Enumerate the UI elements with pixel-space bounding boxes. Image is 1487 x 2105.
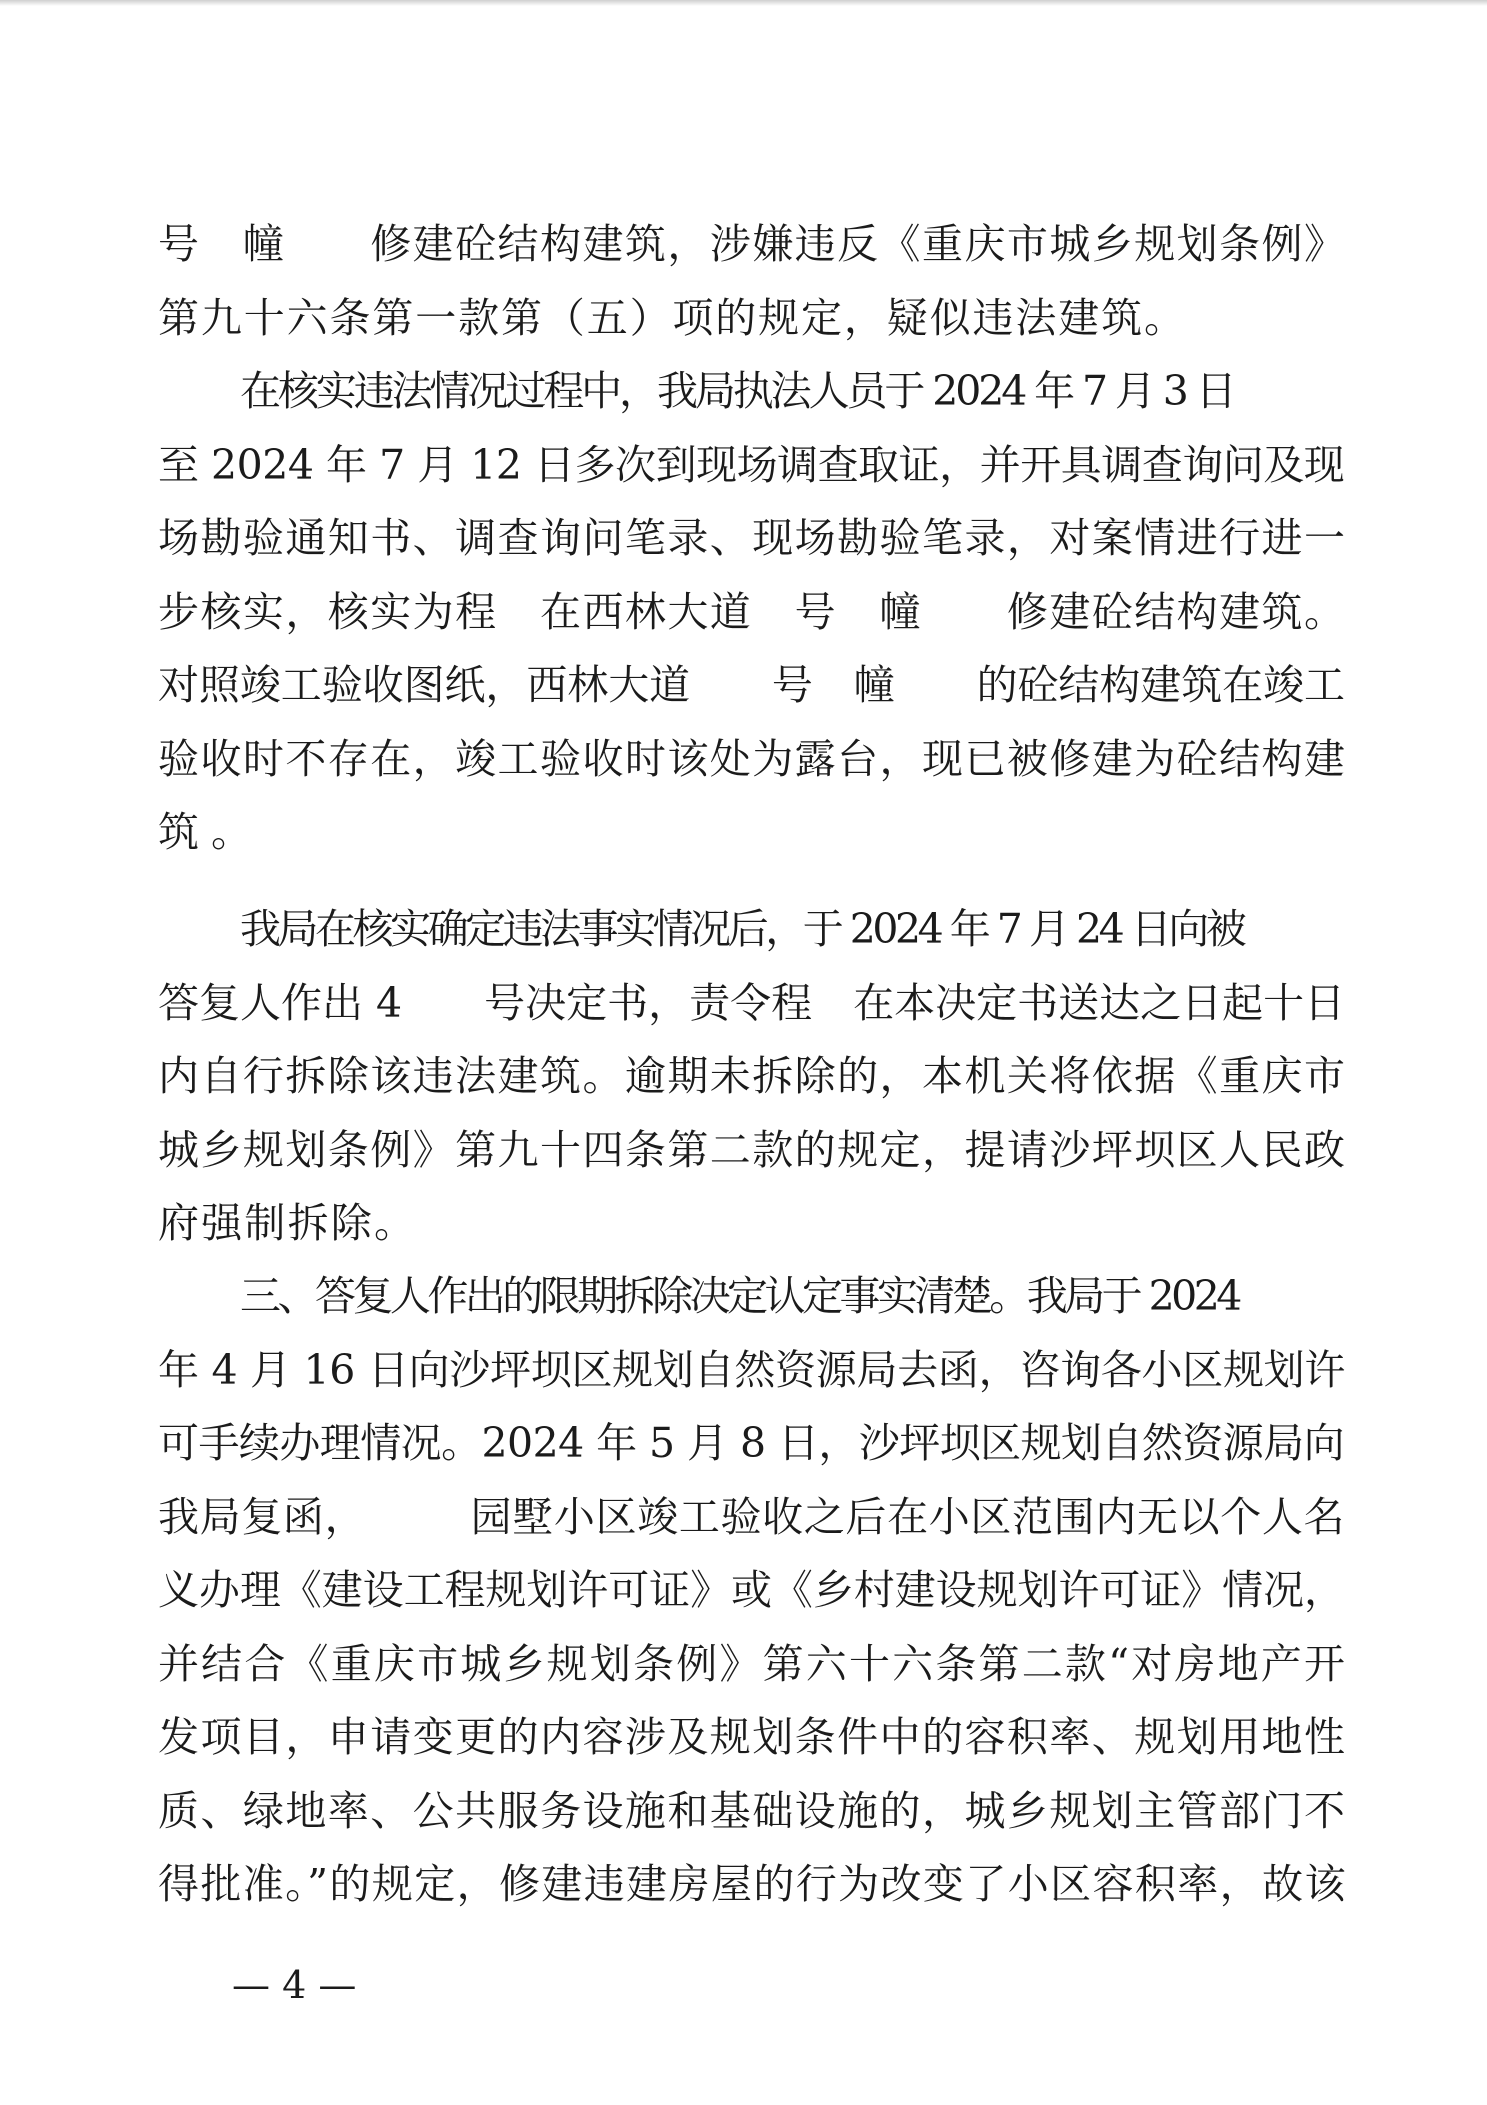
text-line: 步核实，核实为程 在西林大道 号 幢 修建砼结构建筑。 bbox=[158, 588, 1347, 636]
scan-top-edge bbox=[0, 0, 1487, 6]
text-line: 可手续办理情况。2024 年 5 月 8 日，沙坪坝区规划自然资源局向 bbox=[158, 1419, 1345, 1467]
text-line: 对照竣工验收图纸，西林大道 号 幢 的砼结构建筑在竣工 bbox=[158, 661, 1345, 709]
text-line: 场勘验通知书、调查询问笔录、现场勘验笔录，对案情进行进一 bbox=[158, 514, 1347, 562]
text-line: 我局复函， 园墅小区竣工验收之后在小区范围内无以个人名 bbox=[158, 1493, 1346, 1541]
text-line: 我局在核实确定违法事实情况后，于 2024 年 7 月 24 日向被 bbox=[240, 905, 1244, 953]
text-line: 府强制拆除。 bbox=[158, 1199, 418, 1247]
text-line: 义办理《建设工程规划许可证》或《乡村建设规划许可证》情况， bbox=[158, 1566, 1345, 1614]
page-number: — 4 — bbox=[232, 1963, 357, 2007]
text-line: 内自行拆除该违法建筑。逾期未拆除的，本机关将依据《重庆市 bbox=[158, 1052, 1347, 1100]
text-line: 三、答复人作出的限期拆除决定认定事实清楚。我局于 2024 bbox=[240, 1272, 1239, 1320]
text-line: 得批准。”的规定，修建违建房屋的行为改变了小区容积率，故该 bbox=[158, 1860, 1347, 1908]
text-line: 验收时不存在，竣工验收时该处为露台，现已被修建为砼结构建 bbox=[158, 735, 1347, 783]
text-line: 号 幢 修建砼结构建筑，涉嫌违反《重庆市城乡规划条例》 bbox=[158, 220, 1347, 268]
text-line: 筑。 bbox=[158, 808, 264, 856]
text-line: 第九十六条第一款第（五）项的规定，疑似违法建筑。 bbox=[158, 294, 1187, 342]
text-line: 发项目，申请变更的内容涉及规划条件中的容积率、规划用地性 bbox=[158, 1713, 1347, 1761]
text-line: 至 2024 年 7 月 12 日多次到现场调查取证，并开具调查询问及现 bbox=[158, 441, 1345, 489]
text-line: 年 4 月 16 日向沙坪坝区规划自然资源局去函，咨询各小区规划许 bbox=[158, 1346, 1346, 1394]
text-line: 质、绿地率、公共服务设施和基础设施的，城乡规划主管部门不 bbox=[158, 1787, 1347, 1835]
text-line: 在核实违法情况过程中，我局执法人员于 2024 年 7 月 3 日 bbox=[240, 367, 1234, 415]
text-line: 城乡规划条例》第九十四条第二款的规定，提请沙坪坝区人民政 bbox=[158, 1126, 1347, 1174]
text-line: 答复人作出 4 号决定书，责令程 在本决定书送达之日起十日 bbox=[158, 979, 1346, 1027]
text-line: 并结合《重庆市城乡规划条例》第六十六条第二款“对房地产开 bbox=[158, 1640, 1348, 1688]
